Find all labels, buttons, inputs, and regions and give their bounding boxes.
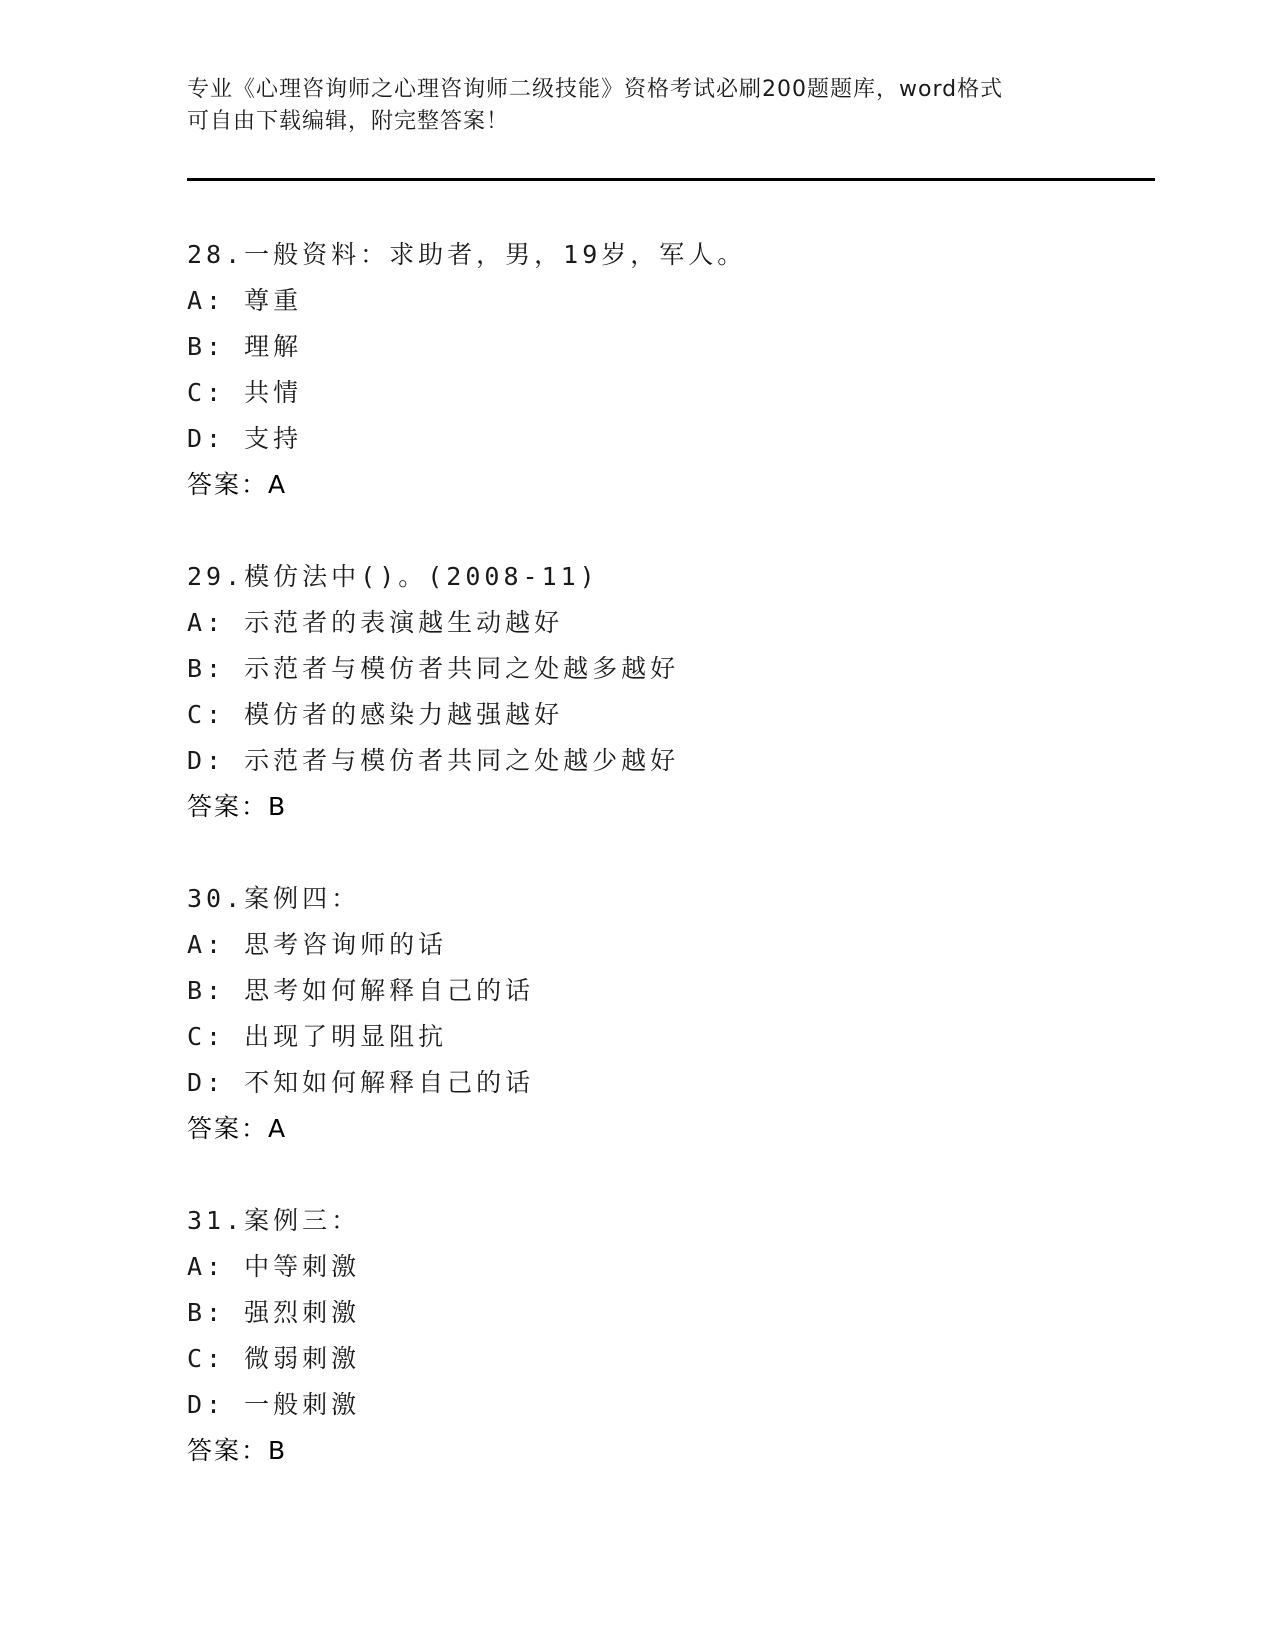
question-stem: 29.模仿法中()。(2008-11): [187, 562, 599, 591]
option-d: D: 一般刺激: [187, 1390, 361, 1419]
question-stem: 30.案例四：: [187, 884, 361, 913]
question-stem: 31.案例三：: [187, 1206, 361, 1235]
option-b: B: 示范者与模仿者共同之处越多越好: [187, 654, 680, 683]
question-list: [187, 232, 1147, 1520]
option-b: B: 思考如何解释自己的话: [187, 976, 535, 1005]
document-header: [187, 74, 1087, 138]
option-a: A: 思考咨询师的话: [187, 930, 448, 959]
header-divider: [187, 178, 1155, 181]
option-d: D: 不知如何解释自己的话: [187, 1068, 535, 1097]
option-a: A: 示范者的表演越生动越好: [187, 608, 564, 637]
header-line-1: 专业《心理咨询师之心理咨询师二级技能》资格考试必刷200题题库，word格式: [187, 77, 1004, 102]
question-31: [187, 1198, 1147, 1474]
question-30: [187, 876, 1147, 1152]
question-28: [187, 232, 1147, 508]
answer-label: 答案：A: [187, 470, 288, 499]
option-a: A: 中等刺激: [187, 1252, 361, 1281]
option-b: B: 理解: [187, 332, 303, 361]
option-c: C: 模仿者的感染力越强越好: [187, 700, 564, 729]
option-b: B: 强烈刺激: [187, 1298, 361, 1327]
option-d: D: 示范者与模仿者共同之处越少越好: [187, 746, 680, 775]
header-line-2: 可自由下载编辑，附完整答案！: [187, 109, 510, 134]
option-a: A: 尊重: [187, 286, 303, 315]
answer-label: 答案：B: [187, 1436, 288, 1465]
option-c: C: 共情: [187, 378, 303, 407]
answer-label: 答案：A: [187, 1114, 288, 1143]
option-c: C: 微弱刺激: [187, 1344, 361, 1373]
answer-label: 答案：B: [187, 792, 288, 821]
question-stem: 28.一般资料：求助者，男，19岁，军人。: [187, 240, 747, 269]
option-c: C: 出现了明显阻抗: [187, 1022, 448, 1051]
question-29: [187, 554, 1147, 830]
option-d: D: 支持: [187, 424, 303, 453]
